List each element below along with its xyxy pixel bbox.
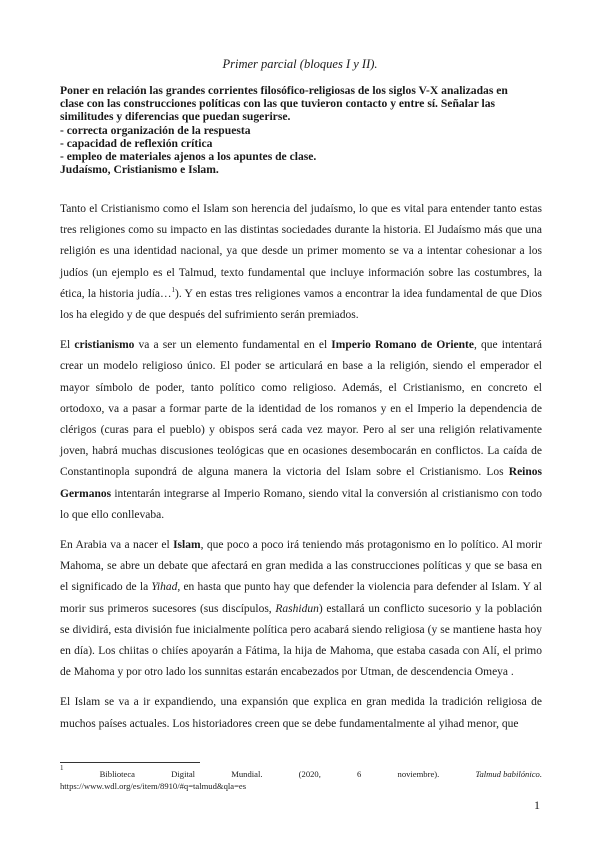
paragraph-text: , que poco a poco irá teniendo más protagonismo en lo político. Al morir Mahoma, se abre un debate que afectará en gran medida a las construcciones políticas y que se basa en el significado de la (60, 539, 542, 594)
footnote-word: Biblioteca (99, 769, 135, 779)
criteria-item: - correcta organización de la respuesta (60, 123, 251, 137)
paragraph-text: ). Y en estas tres religiones vamos a encontrar la idea fundamental de que Dios los ha elegido y de que después del sufrimiento serán premiados. (60, 287, 542, 322)
paragraph-text: , en hasta que punto hay que defender la violencia para defender al Islam. Y al morir sus primeros sucesores (sus discípulos, (60, 581, 542, 615)
paragraph-text: intentarán integrarse al Imperio Romano, siendo vital la conversión al cristianismo con todo lo que ello conllevaba. (60, 487, 542, 521)
footnote-word: Mundial. (231, 769, 263, 779)
footnote-marker: 1 (60, 764, 64, 772)
page-title: Primer parcial (bloques I y II). (222, 57, 378, 71)
criteria-item: - empleo de materiales ajenos a los apuntes de clase. (60, 150, 317, 164)
footnote-separator (60, 762, 200, 763)
paragraph-text: En Arabia va a nacer el (60, 539, 174, 552)
page-number: 1 (534, 798, 540, 812)
footnote-url[interactable]: https://www.wdl.org/es/item/8910/#q=talmud&qla=es (60, 781, 247, 791)
italic-term: Rashidun (275, 602, 319, 615)
italic-term: Yihad (151, 581, 178, 594)
paragraph-text: ) estallará un conflicto sucesorio y la población se dividirá, esta división fue inicialmente política pero acabará siendo religiosa (y se mantiene hasta hoy en día). Los chiitas o chiíes apoyarán a Fátima, la hija de Mahoma, que estaba casada con Alí, el primo de Mahoma y por otro lado los sunnitas estarán encabezados por Utman, de descendencia Omeya . (60, 602, 542, 679)
bold-term: Islam (173, 539, 201, 552)
essay-body (60, 199, 542, 744)
footnote-word: noviembre). (397, 769, 440, 779)
footnote (60, 764, 542, 792)
bold-term: cristianismo (74, 339, 135, 352)
paragraph-text: Tanto el Cristianismo como el Islam son herencia del judaísmo, lo que es vital para entender tanto estas tres religiones como su impacto en las distintas sociedades durante la historia. El Judaísmo más que una religión es una identidad nacional, ya que desde un primer momento se va a intentar cohesionar a los judíos (un ejemplo es el Talmud, texto fundamental que incluye información sobre las costumbres, la ética, la historia judía… (60, 203, 542, 300)
bold-term: Reinos Germanos (60, 466, 542, 500)
bold-term: Imperio Romano de Oriente (331, 339, 474, 352)
criteria-item: - capacidad de reflexión crítica (60, 136, 213, 150)
footnote-word: (2020, (298, 769, 321, 779)
footnote-reference[interactable]: 1 (171, 285, 176, 294)
footnote-word: 6 (357, 769, 362, 779)
paragraph-expansion: El Islam se va a ir expandiendo, una expansión que explica en gran medida la tradición religiosa de muchos países actuales. Los historiadores creen que se debe fundamentalmente al yihad menor, que (60, 696, 542, 730)
paragraph-christianity (60, 335, 542, 526)
prompt-line: clase con las construcciones políticas con las que tuvieron contacto y entre sí. Señalar las (60, 97, 496, 111)
paragraph-islam (60, 535, 542, 683)
paragraph-text: El (60, 339, 75, 352)
prompt-line: Poner en relación las grandes corrientes filosófico-religiosas de los siglos V-X analizadas en (60, 84, 508, 97)
paragraph-judaism (60, 199, 542, 326)
paragraph-text: , que intentará crear un modelo religioso único. El poder se articulará en base a la religión, siendo el emperador el mayor símbolo de poder, tanto político como religioso. Además, el Cristianismo, en concreto el ortodoxo, va a pasar a formar parte de la identidad de los romanos y en el Imperio la dependencia de clérigos (curas para el pueblo) y obispos será cada vez mayor. Pero al ser una religión relativamente joven, habrá muchas discusiones teológicas que en ocasiones desembocarán en conflictos. La caída de Constantinopla supondrá de alguna manera la victoria del Islam sobre el Cristianismo. Los (60, 339, 542, 479)
footnote-title: Talmud babilónico. (475, 769, 542, 779)
footnote-word: Digital (171, 769, 196, 779)
exam-prompt (60, 84, 542, 176)
section-heading: Judaísmo, Cristianismo e Islam. (60, 163, 219, 177)
paragraph-text: va a ser un elemento fundamental en el (134, 339, 332, 352)
prompt-line: similitudes y diferencias que puedan sugerirse. (60, 110, 291, 124)
footnote-citation (60, 764, 542, 780)
